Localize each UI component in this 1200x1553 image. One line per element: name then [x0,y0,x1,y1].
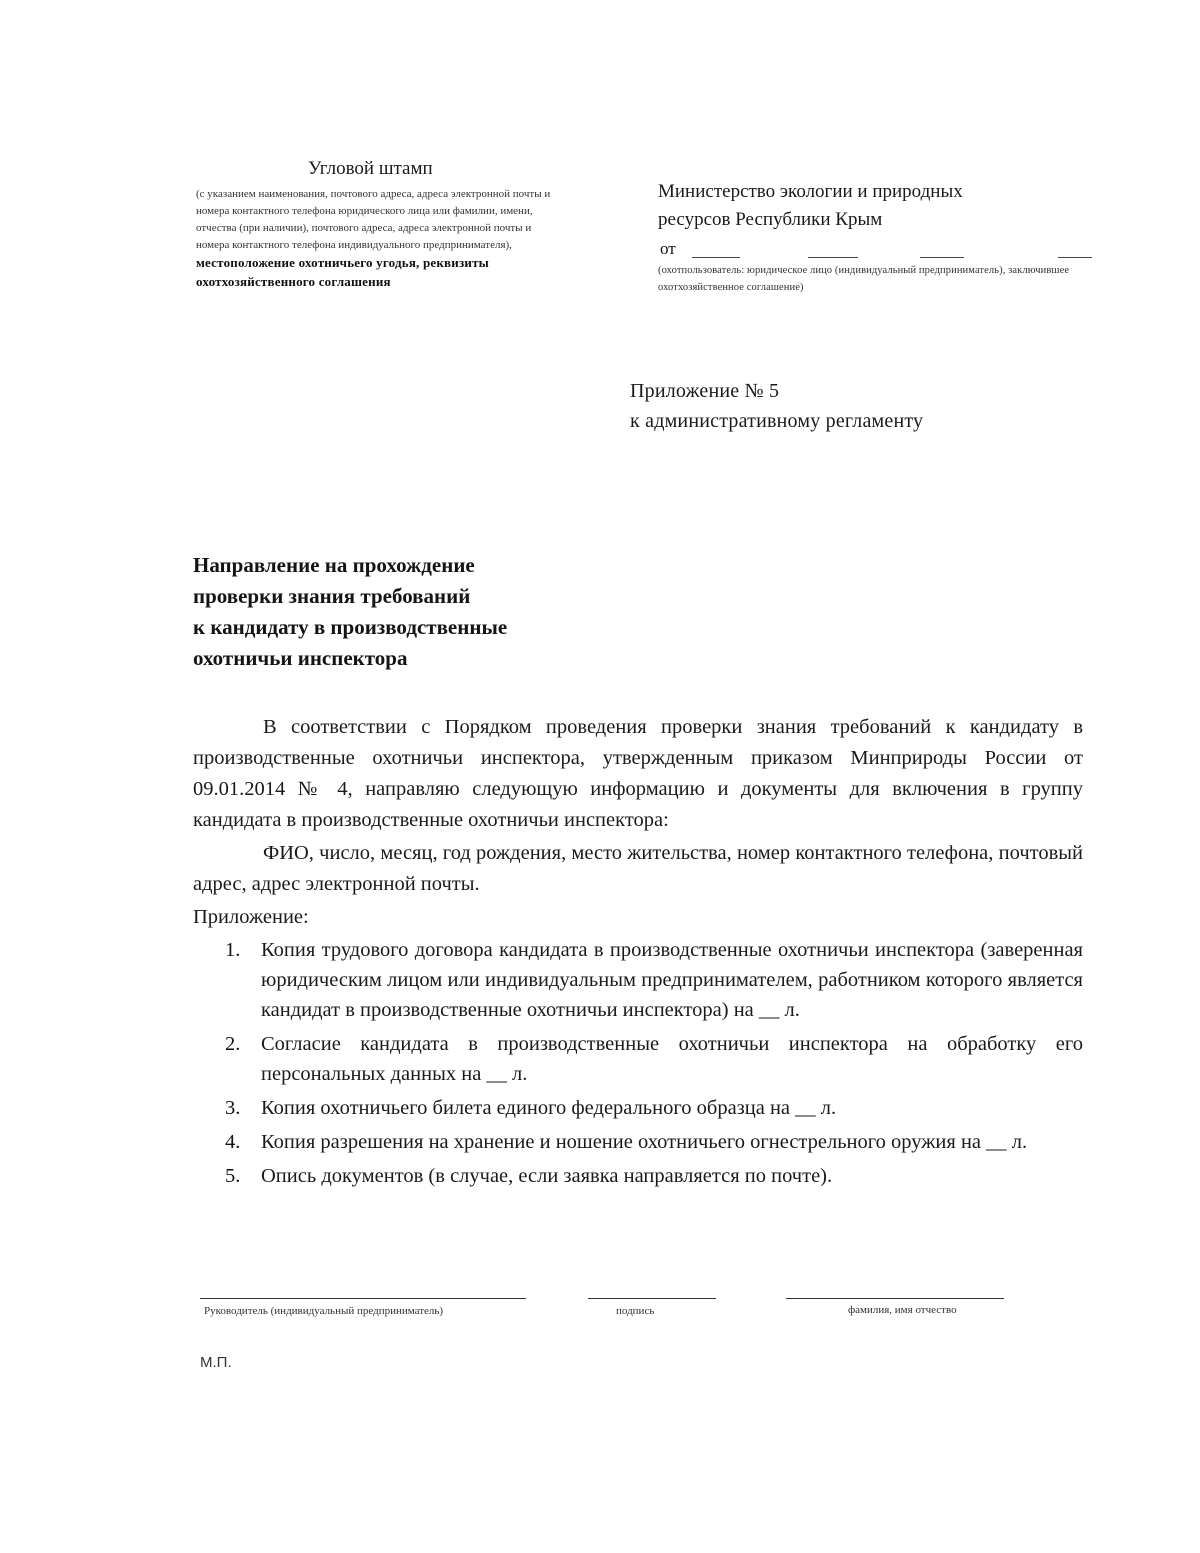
list-item-text: Согласие кандидата в производственные охотничьи инспектора на обработку его персональных данных на __ л. [261,1033,1083,1085]
head-caption: Руководитель (индивидуальный предприниматель) [204,1305,444,1317]
signature-caption: подпись [616,1305,655,1317]
document-title-line-2: проверки знания требований [193,584,471,608]
addressee-line-2: ресурсов Республики Крым [658,209,883,230]
list-item-number: 1. [225,939,241,961]
body-paragraph-2: ФИО, число, месяц, год рождения, место жительства, номер контактного телефона, почтовый адрес, адрес электронной почты. [193,842,1083,895]
document-title [193,550,653,674]
list-item-number: 2. [225,1033,241,1055]
appendix-line-1: Приложение № 5 [630,380,780,402]
from-blank-2 [808,257,858,258]
corner-stamp-title: Угловой штамп [308,158,433,179]
from-blank-1 [692,257,740,258]
list-item-number: 3. [225,1097,241,1119]
list-item [193,1029,1083,1089]
corner-stamp-block [196,158,566,292]
document-title-line-3: к кандидату в производственные [193,615,508,639]
corner-stamp-note [196,186,566,292]
from-blank-4 [1058,257,1092,258]
addressee-block [658,178,1098,296]
attachment-label: Приложение: [193,906,309,928]
document-body [193,712,1083,1195]
corner-stamp-note-bold: местоположение охотничьего угодья, реквизиты охотхозяйственного соглашения [196,255,490,289]
list-item-text: Копия разрешения на хранение и ношение охотничьего огнестрельного оружия на __ л. [261,1131,1028,1153]
list-item-text: Опись документов (в случае, если заявка направляется по почте). [261,1165,833,1187]
list-item [193,1127,1083,1157]
list-item [193,935,1083,1025]
attachment-list [193,935,1083,1191]
head-signature-line [200,1298,526,1299]
document-title-line-4: охотничьи инспектора [193,646,408,670]
list-item-text: Копия охотничьего билета единого федерального образца на __ л. [261,1097,837,1119]
addressee-note: (охотпользователь: юридическое лицо (индивидуальный предприниматель), заключившее охотхозяйственное соглашение) [658,265,1070,293]
list-item [193,1161,1083,1191]
stamp-place-label: М.П. [200,1354,232,1371]
list-item-number: 4. [225,1131,241,1153]
list-item-text: Копия трудового договора кандидата в производственные охотничьи инспектора (заверенная юридическим лицом или индивидуальным предпринимателем, работником которого является кандидат в производственные охотничьи инспектора) на __ л. [261,939,1083,1021]
addressee-line-1: Министерство экологии и природных [658,181,963,202]
body-paragraph-1: В соответствии с Порядком проведения проверки знания требований к кандидату в производственные охотничьи инспектора, утвержденным приказом Минприроды России от 09.01.2014 № 4, направляю следующую информацию и документы для включения в группу кандидата в производственные охотничьи инспектора: [193,716,1083,831]
list-item [193,1093,1083,1123]
document-title-line-1: Направление на прохождение [193,553,475,577]
appendix-line-2: к административному регламенту [630,410,924,432]
corner-stamp-note-plain: (с указанием наименования, почтового адреса, адреса электронной почты и номера контактного телефона юридического лица или фамилии, имени, отчества (при наличии), почтового адреса, адреса электронной почты и номера контактного телефона индивидуального предпринимателя), [196,188,551,251]
appendix-reference [630,376,923,436]
list-item-number: 5. [225,1165,241,1187]
from-row [658,238,1098,260]
from-label: от [660,239,676,258]
signature-line [588,1298,716,1299]
full-name-line [786,1298,1004,1299]
full-name-caption: фамилия, имя отчество [848,1304,957,1316]
from-blank-3 [920,257,964,258]
